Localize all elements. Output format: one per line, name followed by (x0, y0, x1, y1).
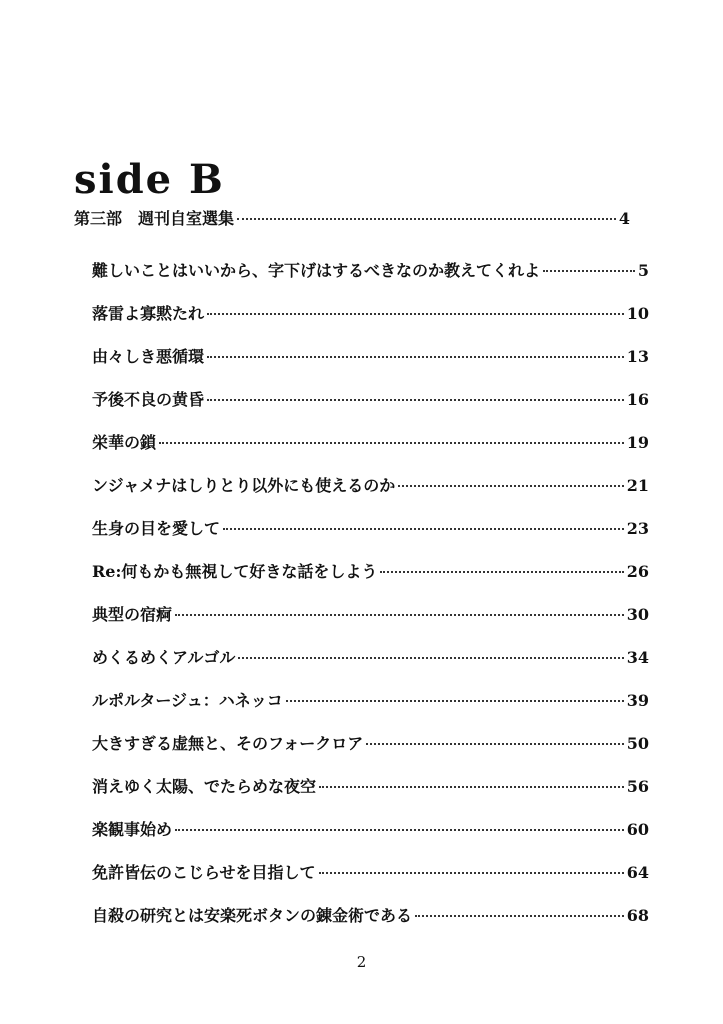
toc-entry (92, 334, 649, 377)
toc-entry-title: ルポルタージュ：ハネッコ (92, 691, 283, 710)
dot-leader (238, 657, 623, 659)
dot-leader (415, 915, 624, 917)
toc-entry (92, 549, 649, 592)
toc-entry (92, 506, 649, 549)
part-heading (74, 206, 630, 234)
toc-entry-title: 難しいことはいいから、字下げはするべきなのか教えてくれよ (92, 261, 541, 280)
toc-entry-title: 楽観事始め (92, 820, 173, 839)
toc-entry-page: 34 (626, 648, 649, 667)
toc-entry-title: 大きすぎる虚無と、そのフォークロア (92, 734, 364, 753)
dot-leader (159, 442, 624, 444)
toc-entry-title: 生身の目を愛して (92, 519, 221, 538)
toc-entry-title: 典型の宿痾 (92, 605, 173, 624)
toc-entry-page: 60 (626, 820, 649, 839)
dot-leader (543, 270, 635, 272)
toc-entry (92, 850, 649, 893)
toc-entry-page: 39 (626, 691, 649, 710)
dot-leader (398, 485, 623, 487)
dot-leader (223, 528, 624, 530)
part-label: 第三部 週刊自室選集 (74, 209, 235, 228)
toc-entry-page: 21 (626, 476, 649, 495)
section-title: side B (74, 156, 225, 203)
toc-entry-title: 由々しき悪循環 (92, 347, 205, 366)
toc-entry-page: 30 (626, 605, 649, 624)
toc-entry (92, 635, 649, 678)
dot-leader (207, 399, 624, 401)
dot-leader (286, 700, 624, 702)
toc-entry (92, 807, 649, 850)
dot-leader (380, 571, 623, 573)
toc-entry (92, 678, 649, 721)
dot-leader (175, 614, 624, 616)
toc-entry-title: 消えゆく太陽、でたらめな夜空 (92, 777, 317, 796)
toc-entry-title: 自殺の研究とは安楽死ボタンの錬金術である (92, 906, 413, 925)
toc-entry-title: 栄華の鎖 (92, 433, 157, 452)
dot-leader (366, 743, 624, 745)
toc-entry-page: 16 (626, 390, 649, 409)
toc-entry-page: 68 (626, 906, 649, 925)
toc-entry-page: 56 (626, 777, 649, 796)
dot-leader (319, 786, 624, 788)
toc-entry (92, 291, 649, 334)
toc-entry-page: 50 (626, 734, 649, 753)
toc-entry (92, 764, 649, 807)
toc-entry-page: 13 (626, 347, 649, 366)
toc-entry-title: めくるめくアルゴル (92, 648, 236, 667)
toc-entry-page: 23 (626, 519, 649, 538)
toc-list (92, 248, 649, 936)
toc-entry-page: 10 (626, 304, 649, 323)
toc-entry (92, 248, 649, 291)
toc-entry (92, 721, 649, 764)
toc-entry (92, 592, 649, 635)
toc-entry-title: 免許皆伝のこじらせを目指して (92, 863, 316, 882)
toc-entry-title: 予後不良の黄昏 (92, 390, 205, 409)
toc-entry-title: 落雷よ寡黙たれ (92, 304, 205, 323)
toc-entry-page: 26 (626, 562, 649, 581)
part-page: 4 (618, 209, 630, 228)
toc-entry (92, 377, 649, 420)
dot-leader (175, 829, 624, 831)
toc-entry (92, 420, 649, 463)
toc-entry-title: ンジャメナはしりとり以外にも使えるのか (92, 476, 396, 495)
toc-entry (92, 893, 649, 936)
toc-entry-page: 19 (626, 433, 649, 452)
toc-entry-page: 64 (626, 863, 649, 882)
toc-entry (92, 463, 649, 506)
toc-entry-title: Re:何もかも無視して好きな話をしよう (92, 562, 378, 581)
dot-leader (207, 313, 624, 315)
dot-leader (207, 356, 624, 358)
dot-leader (237, 218, 616, 220)
dot-leader (319, 872, 624, 874)
page-number: 2 (356, 953, 367, 971)
toc-entry-page: 5 (637, 261, 649, 280)
